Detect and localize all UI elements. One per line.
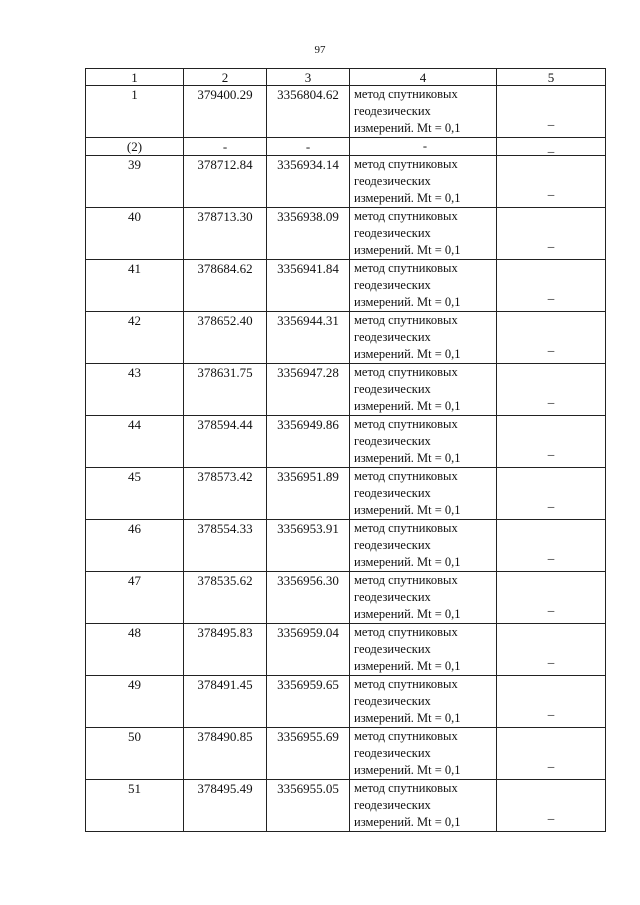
method-line: геодезических [354,174,431,188]
point-number-cell: 43 [86,364,184,416]
method-cell [350,624,497,676]
y-coordinate-cell: - [267,138,350,156]
method-line: метод спутниковых [354,365,458,379]
x-coordinate-cell: 378490.85 [184,728,267,780]
method-line: измерений. Mt = 0,1 [354,243,461,257]
method-cell [350,312,497,364]
method-line: метод спутниковых [354,157,458,171]
point-number-cell: 51 [86,780,184,832]
method-line: геодезических [354,486,431,500]
y-coordinate-cell: 3356951.89 [267,468,350,520]
method-line: измерений. Mt = 0,1 [354,555,461,569]
column-5-value: _ [547,494,555,509]
column-5-cell [497,572,606,624]
x-coordinate-cell: 378631.75 [184,364,267,416]
method-line: метод спутниковых [354,417,458,431]
table-row [86,780,606,832]
column-5-cell [497,676,606,728]
column-5-cell [497,468,606,520]
method-cell [350,364,497,416]
y-coordinate-cell: 3356949.86 [267,416,350,468]
point-number-cell: 46 [86,520,184,572]
table-row [86,572,606,624]
y-coordinate-cell: 3356959.04 [267,624,350,676]
y-coordinate-cell: 3356947.28 [267,364,350,416]
y-coordinate-cell: 3356804.62 [267,86,350,138]
y-coordinate-cell: 3356953.91 [267,520,350,572]
method-line: метод спутниковых [354,781,458,795]
method-cell [350,156,497,208]
method-cell [350,468,497,520]
table-row [86,364,606,416]
method-line: метод спутниковых [354,87,458,101]
point-number-cell: 47 [86,572,184,624]
table-row [86,416,606,468]
column-5-cell [497,364,606,416]
method-line: геодезических [354,278,431,292]
page-number: 97 [314,44,326,56]
column-5-cell [497,728,606,780]
point-number-cell: 1 [86,86,184,138]
method-cell [350,208,497,260]
column-5-value: _ [547,546,555,561]
method-line: геодезических [354,694,431,708]
x-coordinate-cell: - [184,138,267,156]
y-coordinate-cell: 3356944.31 [267,312,350,364]
method-line: измерений. Mt = 0,1 [354,121,461,135]
table-row [86,86,606,138]
y-coordinate-cell: 3356955.05 [267,780,350,832]
method-cell [350,572,497,624]
y-coordinate-cell: 3356955.69 [267,728,350,780]
header-col-3: 3 [267,69,350,86]
method-line: измерений. Mt = 0,1 [354,659,461,673]
method-line: метод спутниковых [354,313,458,327]
column-5-value: _ [547,182,555,197]
x-coordinate-cell: 378554.33 [184,520,267,572]
table-row [86,728,606,780]
method-line: геодезических [354,434,431,448]
method-cell [350,728,497,780]
method-line: измерений. Mt = 0,1 [354,347,461,361]
column-5-value: _ [547,234,555,249]
method-line: геодезических [354,746,431,760]
method-cell [350,780,497,832]
method-cell [350,676,497,728]
column-5-value: _ [547,390,555,405]
column-5-cell [497,208,606,260]
point-number-cell: 48 [86,624,184,676]
table-row [86,468,606,520]
column-5-cell [497,86,606,138]
point-number-cell: 50 [86,728,184,780]
point-number-cell: 44 [86,416,184,468]
column-5-value: _ [547,139,555,154]
column-5-cell [497,624,606,676]
column-5-cell [497,520,606,572]
column-5-value: _ [547,598,555,613]
table-row [86,520,606,572]
y-coordinate-cell: 3356941.84 [267,260,350,312]
method-line: геодезических [354,330,431,344]
y-coordinate-cell: 3356934.14 [267,156,350,208]
method-line: измерений. Mt = 0,1 [354,295,461,309]
column-5-value: _ [547,806,555,821]
method-line: метод спутниковых [354,677,458,691]
column-5-value: _ [547,442,555,457]
point-number-cell: 49 [86,676,184,728]
method-line: геодезических [354,104,431,118]
method-line: метод спутниковых [354,729,458,743]
column-5-cell [497,156,606,208]
method-line: метод спутниковых [354,261,458,275]
method-line: метод спутниковых [354,573,458,587]
x-coordinate-cell: 378713.30 [184,208,267,260]
method-line: геодезических [354,226,431,240]
x-coordinate-cell: 379400.29 [184,86,267,138]
y-coordinate-cell: 3356956.30 [267,572,350,624]
column-5-value: _ [547,338,555,353]
header-col-1: 1 [86,69,184,86]
method-line: измерений. Mt = 0,1 [354,815,461,829]
point-number-cell: (2) [86,138,184,156]
method-cell [350,260,497,312]
x-coordinate-cell: 378712.84 [184,156,267,208]
table-row [86,208,606,260]
header-col-4: 4 [350,69,497,86]
method-line: измерений. Mt = 0,1 [354,711,461,725]
method-line: измерений. Mt = 0,1 [354,503,461,517]
method-cell [350,520,497,572]
method-cell [350,416,497,468]
column-5-cell [497,260,606,312]
table-row [86,624,606,676]
header-col-5: 5 [497,69,606,86]
method-line: измерений. Mt = 0,1 [354,191,461,205]
x-coordinate-cell: 378495.49 [184,780,267,832]
x-coordinate-cell: 378491.45 [184,676,267,728]
method-line: метод спутниковых [354,469,458,483]
x-coordinate-cell: 378652.40 [184,312,267,364]
point-number-cell: 41 [86,260,184,312]
column-5-value: _ [547,286,555,301]
column-5-value: _ [547,112,555,127]
table-row [86,138,606,156]
method-line: метод спутниковых [354,625,458,639]
point-number-cell: 40 [86,208,184,260]
column-5-cell [497,780,606,832]
column-5-value: _ [547,650,555,665]
method-line: геодезических [354,382,431,396]
point-number-cell: 42 [86,312,184,364]
method-line: измерений. Mt = 0,1 [354,399,461,413]
table-row [86,676,606,728]
column-5-value: _ [547,702,555,717]
coordinates-table [85,68,606,832]
method-line: геодезических [354,798,431,812]
method-line: измерений. Mt = 0,1 [354,607,461,621]
point-number-cell: 45 [86,468,184,520]
method-line: геодезических [354,642,431,656]
table-row [86,156,606,208]
method-cell [350,138,497,156]
coordinates-table-body [86,69,606,832]
method-line: - [422,139,428,153]
y-coordinate-cell: 3356938.09 [267,208,350,260]
method-line: измерений. Mt = 0,1 [354,763,461,777]
x-coordinate-cell: 378594.44 [184,416,267,468]
method-line: измерений. Mt = 0,1 [354,451,461,465]
header-col-2: 2 [184,69,267,86]
y-coordinate-cell: 3356959.65 [267,676,350,728]
table-header-row [86,69,606,86]
method-line: геодезических [354,590,431,604]
table-row [86,260,606,312]
column-5-cell [497,416,606,468]
x-coordinate-cell: 378573.42 [184,468,267,520]
x-coordinate-cell: 378535.62 [184,572,267,624]
column-5-cell [497,312,606,364]
x-coordinate-cell: 378495.83 [184,624,267,676]
method-cell [350,86,497,138]
method-line: геодезических [354,538,431,552]
column-5-cell [497,138,606,156]
column-5-value: _ [547,754,555,769]
point-number-cell: 39 [86,156,184,208]
method-line: метод спутниковых [354,521,458,535]
x-coordinate-cell: 378684.62 [184,260,267,312]
method-line: метод спутниковых [354,209,458,223]
table-row [86,312,606,364]
